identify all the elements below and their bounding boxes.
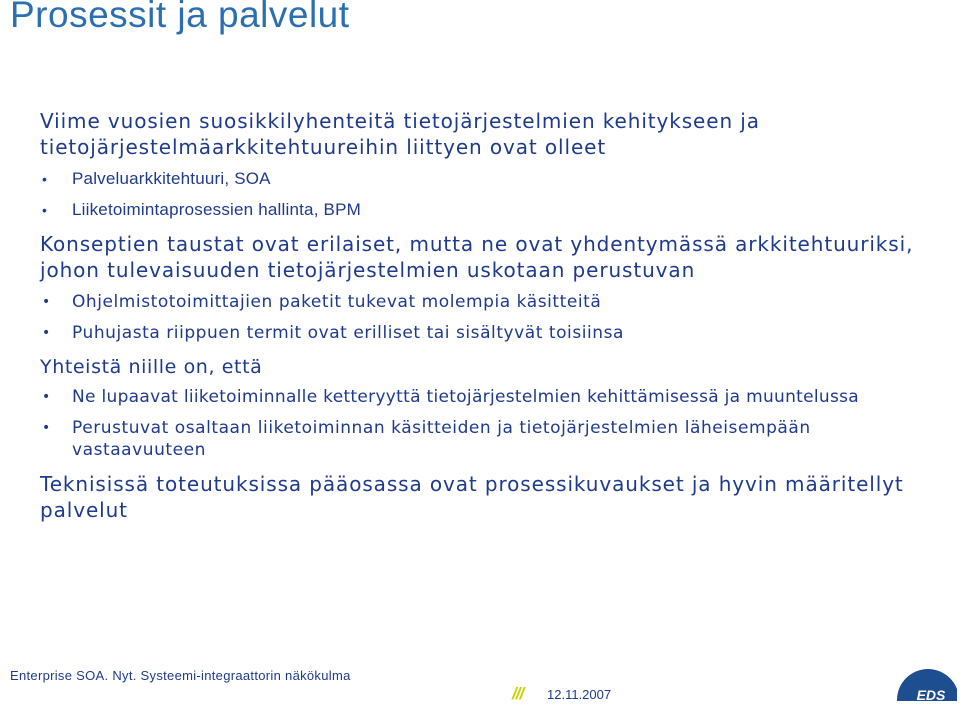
common-heading: Yhteistä niille on, että: [40, 356, 263, 378]
common-bullet-1: Ne lupaavat liiketoiminnalle ketteryyttä tietojärjestelmien kehittämisessä ja muuntelussa: [72, 387, 860, 407]
bullet-icon: •: [42, 325, 51, 341]
intro-line-2: tietojärjestelmäarkkitehtuureihin liittyen ovat olleet: [40, 135, 607, 159]
intro-line-1: Viime vuosien suosikkilyhenteitä tietojärjestelmien kehitykseen ja: [40, 109, 760, 133]
slide-title: Prosessit ja palvelut: [10, 0, 350, 35]
bullet-icon: •: [42, 389, 51, 405]
bullet-icon: •: [42, 420, 51, 436]
list-item: [40, 322, 955, 344]
list-item: [40, 199, 955, 221]
bullet-icon: •: [42, 171, 48, 187]
concept-bullet-2: Puhujasta riippuen termit ovat erilliset tai sisältyvät toisiinsa: [72, 323, 624, 343]
list-item: [40, 386, 955, 408]
technical-line-1: Teknisissä toteutuksissa pääosassa ovat prosessikuvaukset ja hyvin määritellyt: [40, 472, 904, 496]
intro-bullet-bpm: Liiketoimintaprosessien hallinta, BPM: [72, 200, 361, 219]
concept-paragraph: [40, 231, 955, 283]
footer-slashes: ///: [512, 684, 524, 703]
intro-bullet-soa: Palveluarkkitehtuuri, SOA: [72, 169, 271, 188]
list-item: [40, 291, 955, 313]
slide-body: [40, 108, 955, 523]
technical-paragraph: [40, 471, 955, 523]
eds-logo-icon: [895, 664, 957, 701]
concept-bullet-1: Ohjelmistotoimittajien paketit tukevat molempia käsitteitä: [72, 292, 602, 312]
logo-text: EDS: [916, 687, 946, 701]
common-bullet-2: Perustuvat osaltaan liiketoiminnan käsitteiden ja tietojärjestelmien läheisempään vastaavuuteen: [72, 418, 811, 460]
concept-line-1: Konseptien taustat ovat erilaiset, mutta ne ovat yhdentymässä arkkitehtuuriksi,: [40, 232, 914, 256]
footer-date: 12.11.2007: [547, 687, 612, 702]
concept-line-2: johon tulevaisuuden tietojärjestelmien uskotaan perustuvan: [40, 258, 696, 282]
list-item: [40, 417, 872, 461]
intro-paragraph: [40, 108, 955, 160]
footer-caption: Enterprise SOA. Nyt. Systeemi-integraattorin näkökulma: [10, 668, 351, 683]
technical-line-2: palvelut: [40, 498, 128, 522]
bullet-icon: •: [42, 294, 51, 310]
bullet-icon: •: [42, 202, 48, 218]
list-item: [40, 168, 955, 190]
